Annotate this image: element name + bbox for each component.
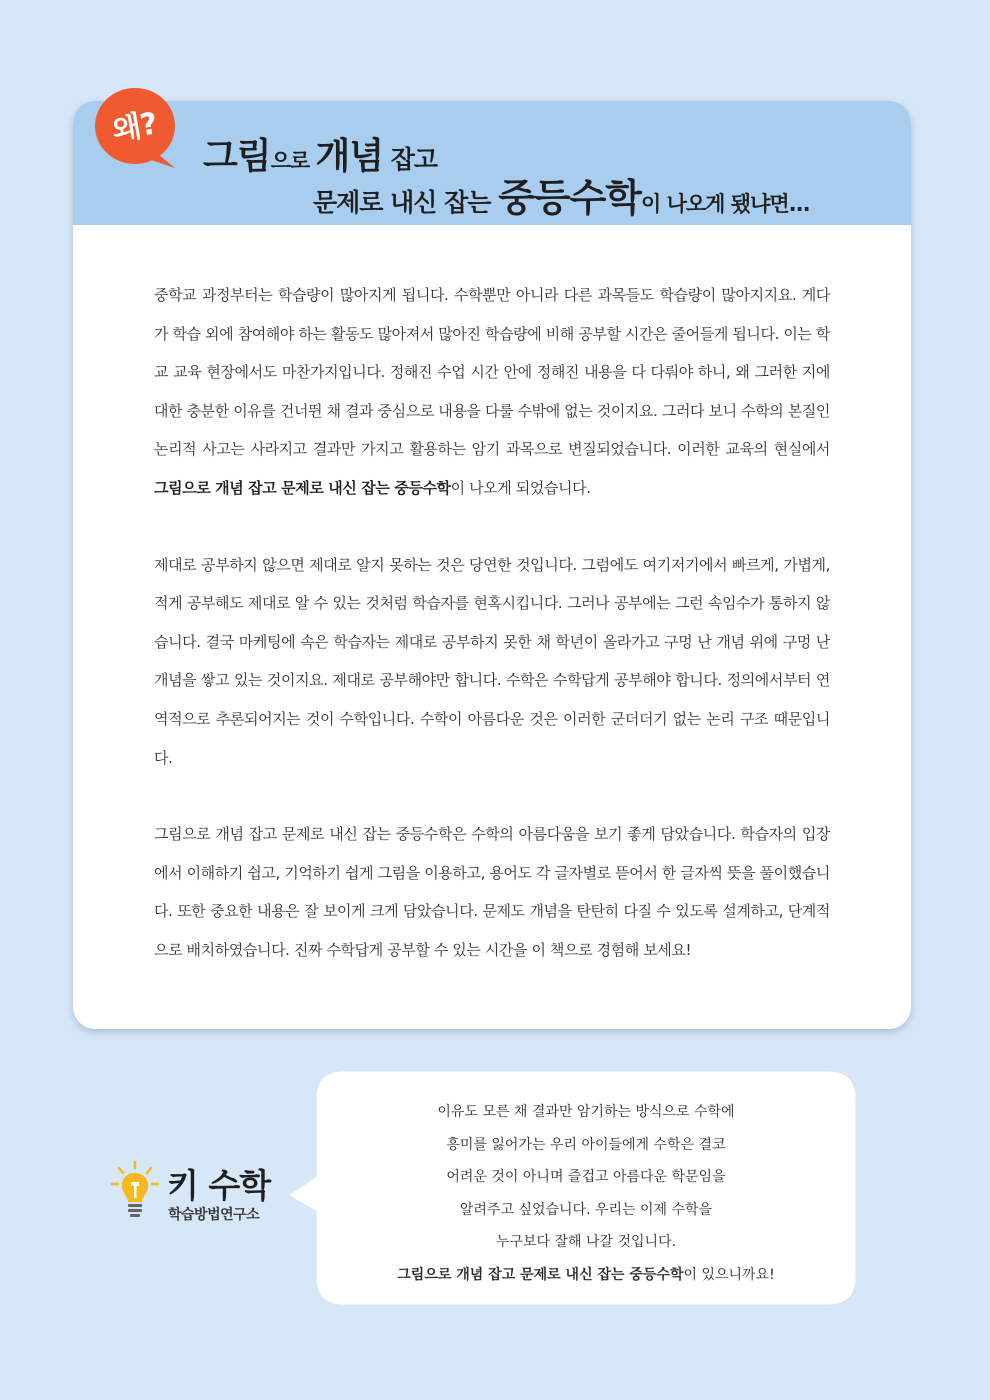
lightbulb-icon	[110, 1160, 160, 1220]
speech-line-5: 누구보다 잘해 나갈 것입니다.	[495, 1234, 677, 1250]
why-badge-text: 왜?	[109, 106, 160, 149]
title-word-grab: 잡고	[383, 145, 438, 174]
body-text	[154, 276, 830, 1008]
speech-text	[348, 1096, 824, 1291]
speech-last-bold: 그림으로 개념 잡고 문제로 내신 잡는 중등수학	[397, 1266, 684, 1283]
why-badge	[95, 86, 181, 172]
speech-line-3: 어려운 것이 아니며 즐겁고 아름다운 학문임을	[446, 1169, 726, 1185]
paragraph-1-bold: 그림으로 개념 잡고 문제로 내신 잡는 중등수학	[154, 478, 451, 497]
title-word-problem: 문제로 내신 잡는	[313, 188, 499, 217]
paragraph-1-end: 이 나오게 되었습니다.	[450, 478, 591, 497]
page-title-line2	[313, 167, 810, 222]
title-word-reason: 이 나오게 됐냐면...	[641, 192, 810, 216]
logo-name: 키 수학	[167, 1166, 271, 1205]
speech-line-2: 흥미를 잃어가는 우리 아이들에게 수학은 결코	[446, 1136, 726, 1153]
speech-line-6	[348, 1259, 824, 1292]
paragraph-1	[154, 276, 830, 508]
paragraph-1-text: 중학교 과정부터는 학습량이 많아지게 됩니다. 수학뿐만 아니라 다른 과목들도 학습량이 많아지지요. 게다가 학습 외에 참여해야 하는 활동도 많아져서 많아진 학습량에 비해 공부할 시간은 줄어들게 됩니다. 이는 학교 교육 현장에서도 마찬가지입니다. 정해진 수업 시간 안에 정해진 내용을 다 다뤄야 하니, 왜 그러한 지에 대한 충분한 이유를 건너뛴 채 결과 중심으로 내용을 다룰 수밖에 없는 것이지요. 그러다 보니 수학의 본질인 논리적 사고는 사라지고 결과만 가지고 활용하는 암기 과목으로 변질되었습니다. 이러한 교육의 현실에서	[154, 286, 830, 459]
title-word-with: 으로	[270, 149, 316, 173]
paragraph-3: 그림으로 개념 잡고 문제로 내신 잡는 중등수학은 수학의 아름다움을 보기 좋게 담았습니다. 학습자의 입장에서 이해하기 쉽고, 기억하기 쉽게 그림을 이용하고, 용어도 각 글자별로 뜯어서 한 글자씩 뜻을 풀이했습니다. 또한 중요한 내용은 잘 보이게 크게 담았습니다. 문제도 개념을 탄탄히 다질 수 있도록 설계하고, 단계적으로 배치하였습니다. 진짜 수학답게 공부할 수 있는 시간을 이 책으로 경험해 보세요!	[154, 825, 830, 959]
title-word-concept: 개념	[315, 136, 384, 177]
speech-bubble	[318, 1070, 854, 1306]
paragraph-2: 제대로 공부하지 않으면 제대로 알지 못하는 것은 당연한 것입니다. 그럼에도 여기저기에서 빠르게, 가볍게, 적게 공부해도 제대로 알 수 있는 것처럼 학습자를 현혹시킵니다. 그러나 공부에는 그런 속임수가 통하지 않습니다. 결국 마케팅에 속은 학습자는 제대로 공부하지 못한 채 학년이 올라가고 구멍 난 개념 위에 구멍 난 개념을 쌓고 있는 것이지요. 제대로 공부해야만 합니다. 수학은 수학답게 공부해야 합니다. 정의에서부터 연역적으로 추론되어지는 것이 수학입니다. 수학이 아름다운 것은 이러한 군더더기 없는 논리 구조 때문입니다.	[154, 555, 830, 767]
speech-line-1: 이유도 모른 채 결과만 암기하는 방식으로 수학에	[437, 1104, 735, 1120]
speech-line-4: 알려주고 싶었습니다. 우리는 이제 수학을	[459, 1201, 713, 1218]
title-word-picture: 그림	[203, 136, 271, 177]
logo-subtitle: 학습방법연구소	[168, 1207, 260, 1223]
title-word-math: 중등수학	[498, 176, 642, 220]
speech-last-end: 이 있으니까요!	[683, 1266, 775, 1283]
